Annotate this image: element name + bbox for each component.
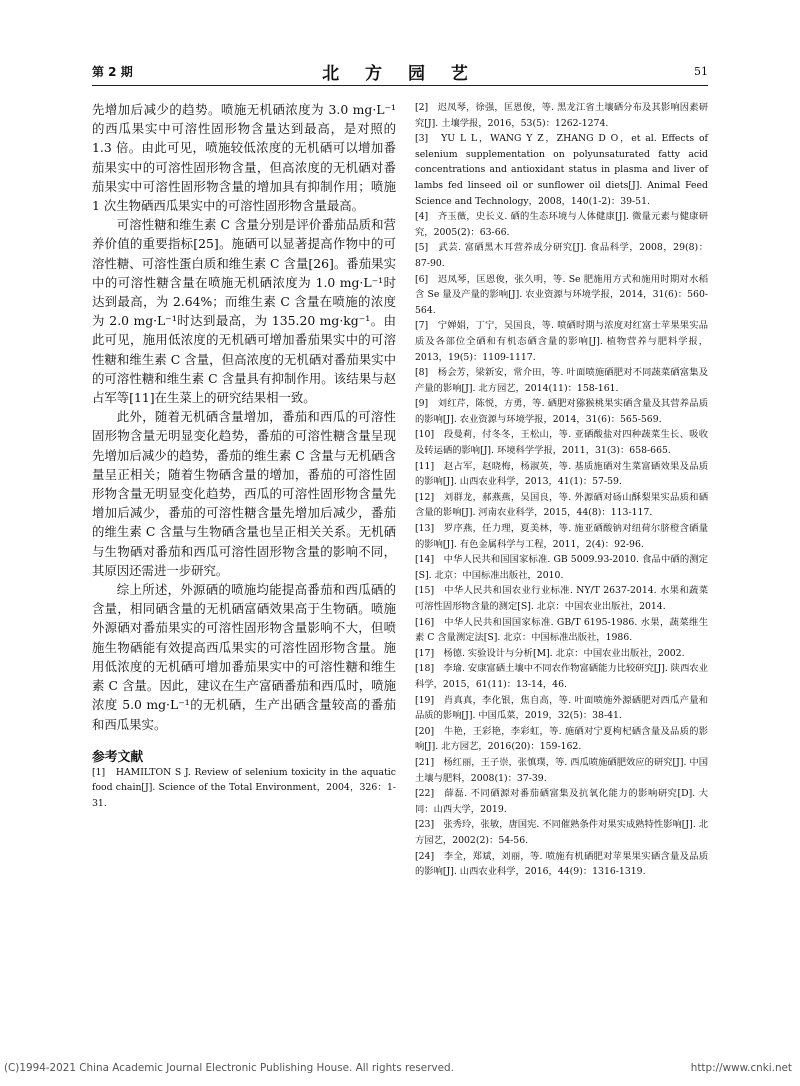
reference-item: [13] 罗序燕，任力理，夏美林，等. 施亚硒酸钠对纽荷尔脐橙含硒量的影响[J]. 有色金属科学与工程，2011，2(4)：92-96. bbox=[415, 523, 708, 550]
copyright-text: (C)1994-2021 China Academic Journal Electronic Publishing House. All rights reserved. bbox=[4, 1062, 454, 1074]
reference-item: [5] 武芸. 富硒黑木耳营养成分研究[J]. 食品科学，2008，29(8)：87-90. bbox=[415, 242, 708, 269]
reference-item: [17] 杨德. 实验设计与分析[M]. 北京：中国农业出版社，2002. bbox=[415, 647, 685, 659]
body-paragraph: 先增加后减少的趋势。喷施无机硒浓度为 3.0 mg·L⁻¹的西瓜果实中可溶性固形物含量达到最高，是对照的 1.3 倍。由此可见，喷施较低浓度的无机硒可以增加番茄果实中的可溶性固形物含量，但高浓度的无机硒对番茄果实中可溶性固形物含量的增加具有抑制作用；喷施 1 次生物硒西瓜果实中的可溶性固形物含量最高。 bbox=[92, 102, 396, 214]
reference-item: [16] 中华人民共和国国家标准. GB/T 6195-1986. 水果，蔬菜维生素 C 含量测定法[S]. 北京：中国标准出版社，1986. bbox=[415, 616, 708, 644]
reference-item: [7] 宁婵娟，丁宁，吴国良，等. 喷硒时期与浓度对红富士苹果果实品质及各部位全硒和有机态硒含量的影响[J]. 植物营养与肥料学报，2013，19(5)：1109-1117. bbox=[415, 320, 708, 363]
cnki-link[interactable]: http://www.cnki.net bbox=[690, 1062, 792, 1074]
reference-item: [11] 赵占军，赵晓梅，杨淑英，等. 基质施硒对生菜富硒效果及品质的影响[J]. 山西农业科学，2013，41(1)：57-59. bbox=[415, 460, 708, 488]
page-header bbox=[92, 59, 708, 86]
reference-item: [20] 牛艳，王彩艳，李彩虹，等. 施硒对宁夏枸杞硒含量及品质的影响[J]. 北方园艺，2016(20)：159-162. bbox=[415, 725, 708, 753]
body-paragraph: 此外，随着无机硒含量增加，番茄和西瓜的可溶性固形物含量无明显变化趋势，番茄的可溶性糖含量呈现先增加后减少的趋势，番茄的维生素 C 含量与无机硒含量呈正相关；随着生物硒含量的增加，番茄的可溶性固形物含量无明显变化趋势，西瓜的可溶性固形物含量先增加后减少，番茄的可溶性糖含量先增加后减少，番茄的维生素 C 含量与生物硒含量也呈正相关关系。无机硒与生物硒对番茄和西瓜可溶性固形物含量的影响不同，其原因还需进一步研究。 bbox=[92, 409, 396, 578]
right-column bbox=[415, 100, 708, 880]
reference-item: [15] 中华人民共和国农业行业标准. NY/T 2637-2014. 水果和蔬菜可溶性固形物含量的测定[S]. 北京：中国农业出版社，2014. bbox=[415, 585, 708, 612]
reference-item: [6] 迟凤琴，匡恩俊，张久明，等. Se 肥施用方式和施用时期对水稻含 Se 量及产量的影响[J]. 农业资源与环境学报，2014，31(6)：560-564. bbox=[415, 273, 708, 316]
journal-title: 北 方 园 艺 bbox=[322, 64, 478, 84]
reference-item: [18] 李瑜. 安康富硒土壤中不同农作物富硒能力比较研究[J]. 陕西农业科学，2015，61(11)：13-14，46. bbox=[415, 663, 708, 690]
references-heading: 参考文献 bbox=[92, 749, 144, 765]
body-paragraph: 可溶性糖和维生素 C 含量分别是评价番茄品质和营养价值的重要指标[25]。施硒可以显著提高作物中的可溶性糖、可溶性蛋白质和维生素 C 含量[26]。番茄果实中的可溶性糖含量在喷施无机硒浓度为 1.0 mg·L⁻¹时达到最高，为 2.64%；而维生素 C 含量在喷施的浓度为 2.0 mg·L⁻¹时达到最高，为 135.20 mg·kg⁻¹。由此可见，施用低浓度的无机硒可增加番茄果实中的可溶性糖和维生素 C 含量，但高浓度的无机硒对番茄果实中的可溶性糖和维生素 C 含量具有抑制作用。该结果与赵占军等[11]在生菜上的研究结果相一致。 bbox=[92, 217, 396, 406]
body-paragraph: 综上所述，外源硒的喷施均能提高番茄和西瓜硒的含量，相同硒含量的无机硒富硒效果高于生物硒。喷施外源硒对番茄果实的可溶性固形物含量影响不大，但喷施生物硒能有效提高西瓜果实的可溶性固形物含量。施用低浓度的无机硒可增加番茄果实中的可溶性糖和维生素 C 含量。因此，建议在生产富硒番茄和西瓜时，喷施浓度 5.0 mg·L⁻¹的无机硒，生产出硒含量较高的番茄和西瓜果实。 bbox=[92, 582, 396, 732]
reference-item: [19] 肖真真，李化银，焦自高，等. 叶面喷施外源硒肥对西瓜产量和品质的影响[J]. 中国瓜菜，2019，32(5)：38-41. bbox=[415, 694, 708, 722]
reference-item: [22] 薛磊. 不同硒源对番茄硒富集及抗氧化能力的影响研究[D]. 大同：山西大学，2019. bbox=[415, 788, 708, 815]
issue-number: 第 2 期 bbox=[92, 65, 133, 79]
reference-item: [9] 刘红芹，陈悦，方勇，等. 硒肥对猕猴桃果实硒含量及其营养品质的影响[J]. 农业资源与环境学报，2014，31(6)：565-569. bbox=[415, 398, 708, 425]
reference-item: [14] 中华人民共和国国家标准. GB 5009.93-2010. 食品中硒的测定[S]. 北京：中国标准出版社，2010. bbox=[415, 554, 708, 581]
reference-item: [4] 齐玉薇，史长义. 硒的生态环境与人体健康[J]. 微量元素与健康研究，2005(2)：63-66. bbox=[415, 211, 708, 238]
reference-item: [2] 迟凤琴，徐强，匡恩俊，等. 黑龙江省土壤硒分布及其影响因素研究[J]. 土壤学报，2016，53(5)：1262-1274. bbox=[415, 102, 708, 129]
left-column bbox=[92, 100, 396, 811]
reference-item: [1] HAMILTON S J. Review of selenium toxicity in the aquatic food chain[J]. Science of the Total Environment，2004，326：1-31. bbox=[92, 766, 396, 809]
reference-item: [23] 张秀玲，张敏，唐国宪. 不同催熟条件对果实成熟特性影响[J]. 北方园艺，2002(2)：54-56. bbox=[415, 819, 708, 846]
reference-item: [12] 刘群龙，郝燕燕，吴国良，等. 外源硒对砀山酥梨果实品质和硒含量的影响[J]. 河南农业科学，2015，44(8)：113-117. bbox=[415, 491, 708, 519]
reference-item: [3] YU L L，WANG Y Z，ZHANG D O，et al. Effects of selenium supplementation on polyunsaturated fatty acid concentrations and antioxidant status in plasma and liver of lambs fed linseed oil or sunflower oil diets[J]. Animal Feed Science and Technology，2008，140(1-2)：39-51. bbox=[415, 133, 708, 207]
reference-item: [8] 杨会芳，梁新安，常介田，等. 叶面喷施硒肥对不同蔬菜硒富集及产量的影响[J]. 北方园艺，2014(11)：158-161. bbox=[415, 367, 708, 394]
reference-item: [10] 段曼莉，付冬冬，王松山，等. 亚硒酸盐对四种蔬菜生长、吸收及转运硒的影响[J]. 环境科学学报，2011，31(3)：658-665. bbox=[415, 429, 708, 457]
reference-item: [24] 李全，郑斌，刘丽，等. 喷施有机硒肥对苹果果实硒含量及品质的影响[J]. 山西农业科学，2016，44(9)：1316-1319. bbox=[415, 850, 708, 878]
reference-item: [21] 杨红丽，王子崇，张慎璞，等. 西瓜喷施硒肥效应的研究[J]. 中国土壤与肥料，2008(1)：37-39. bbox=[415, 756, 708, 784]
page-number: 51 bbox=[694, 65, 708, 78]
